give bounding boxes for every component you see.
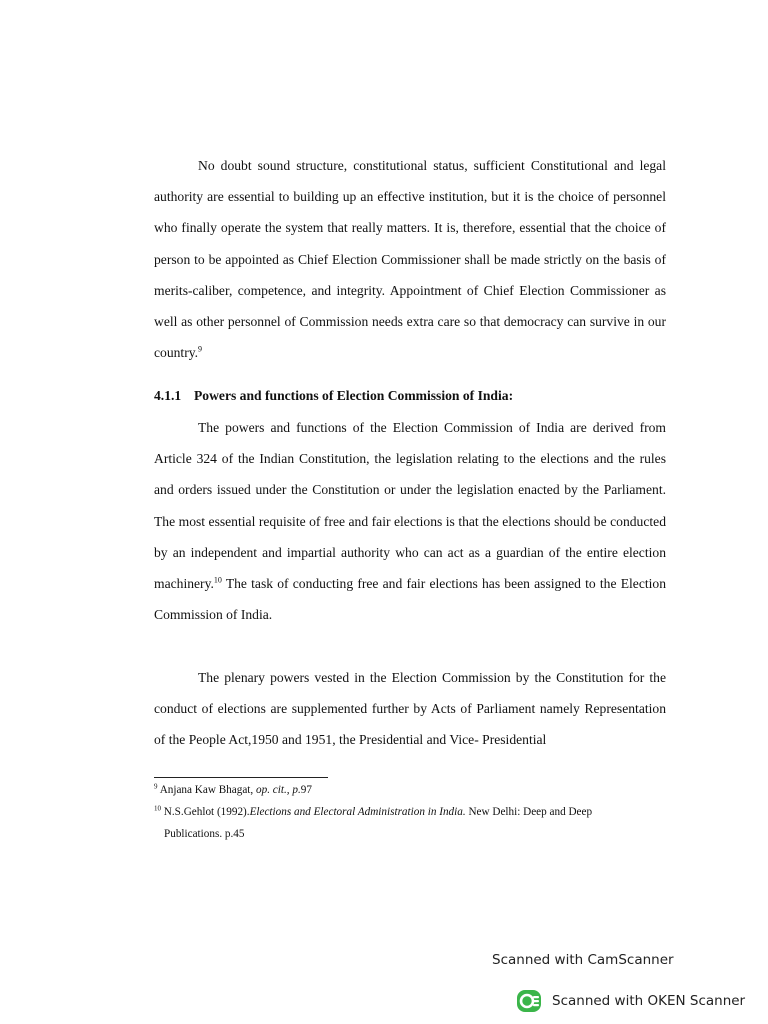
paragraph-3-text: The plenary powers vested in the Election Commission by the Constitution for the conduct of elections are supplemented further by Acts of Parliament namely Representation of the People Act,1950 and 1951, the Presidential and Vice- Presidential: [154, 670, 666, 748]
footnote-ref-9: 9: [198, 344, 203, 354]
oken-watermark: [516, 989, 745, 1013]
paragraph-1-text: No doubt sound structure, constitutional status, sufficient Constitutional and legal authority are essential to building up an effective institution, but it is the choice of personnel who finally operate the system that really matters. It is, therefore, essential that the choice of person to be appointed as Chief Election Commissioner shall be made strictly on the basis of merits-caliber, competence, and integrity. Appointment of Chief Election Commissioner as well as other personnel of Commission needs extra care so that democracy can survive in our country.: [154, 158, 666, 361]
footnote-9-text: Anjana Kaw Bhagat,: [159, 784, 256, 796]
oken-watermark-text: Scanned with OKEN Scanner: [552, 993, 746, 1009]
oken-scanner-logo-icon: [516, 989, 542, 1013]
paragraph-1: [154, 150, 666, 368]
footnote-ref-10: 10: [213, 575, 222, 585]
footnote-10: [154, 801, 654, 845]
footnote-9-italic: op. cit., p.: [256, 784, 301, 796]
footnote-divider: [154, 777, 328, 778]
footnote-10-text: N.S.Gehlot (1992).: [163, 806, 250, 818]
footnote-10-italic: Elections and Electoral Administration in India.: [249, 806, 466, 818]
footnote-9: [154, 779, 654, 801]
footnote-10-line2: Publications. p.45: [164, 828, 245, 840]
footnote-10-after: New Delhi: Deep and Deep: [465, 806, 593, 818]
section-title: Powers and functions of Election Commission of India:: [194, 388, 514, 403]
paragraph-2: [154, 412, 666, 630]
footnote-9-number: 9: [154, 782, 158, 791]
camscanner-watermark: Scanned with CamScanner: [492, 952, 674, 968]
paragraph-2-text-before: The powers and functions of the Election Commission of India are derived from Article 324 of the Indian Constitution, the legislation relating to the elections and the rules and orders issued under the Constitution or under the legislation enacted by the Parliament. The most essential requisite of free and fair elections is that the elections should be conducted by an independent and impartial authority who can act as a guardian of the entire election machinery.: [154, 420, 666, 592]
footnote-10-number: 10: [154, 804, 161, 813]
section-heading: [154, 384, 674, 408]
paragraph-2-text-after: The task of conducting free and fair elections has been assigned to the Election Commission of India.: [154, 576, 666, 623]
paragraph-3: [154, 662, 666, 756]
section-number: 4.1.1: [154, 388, 182, 403]
footnote-9-after: 97: [300, 784, 312, 796]
